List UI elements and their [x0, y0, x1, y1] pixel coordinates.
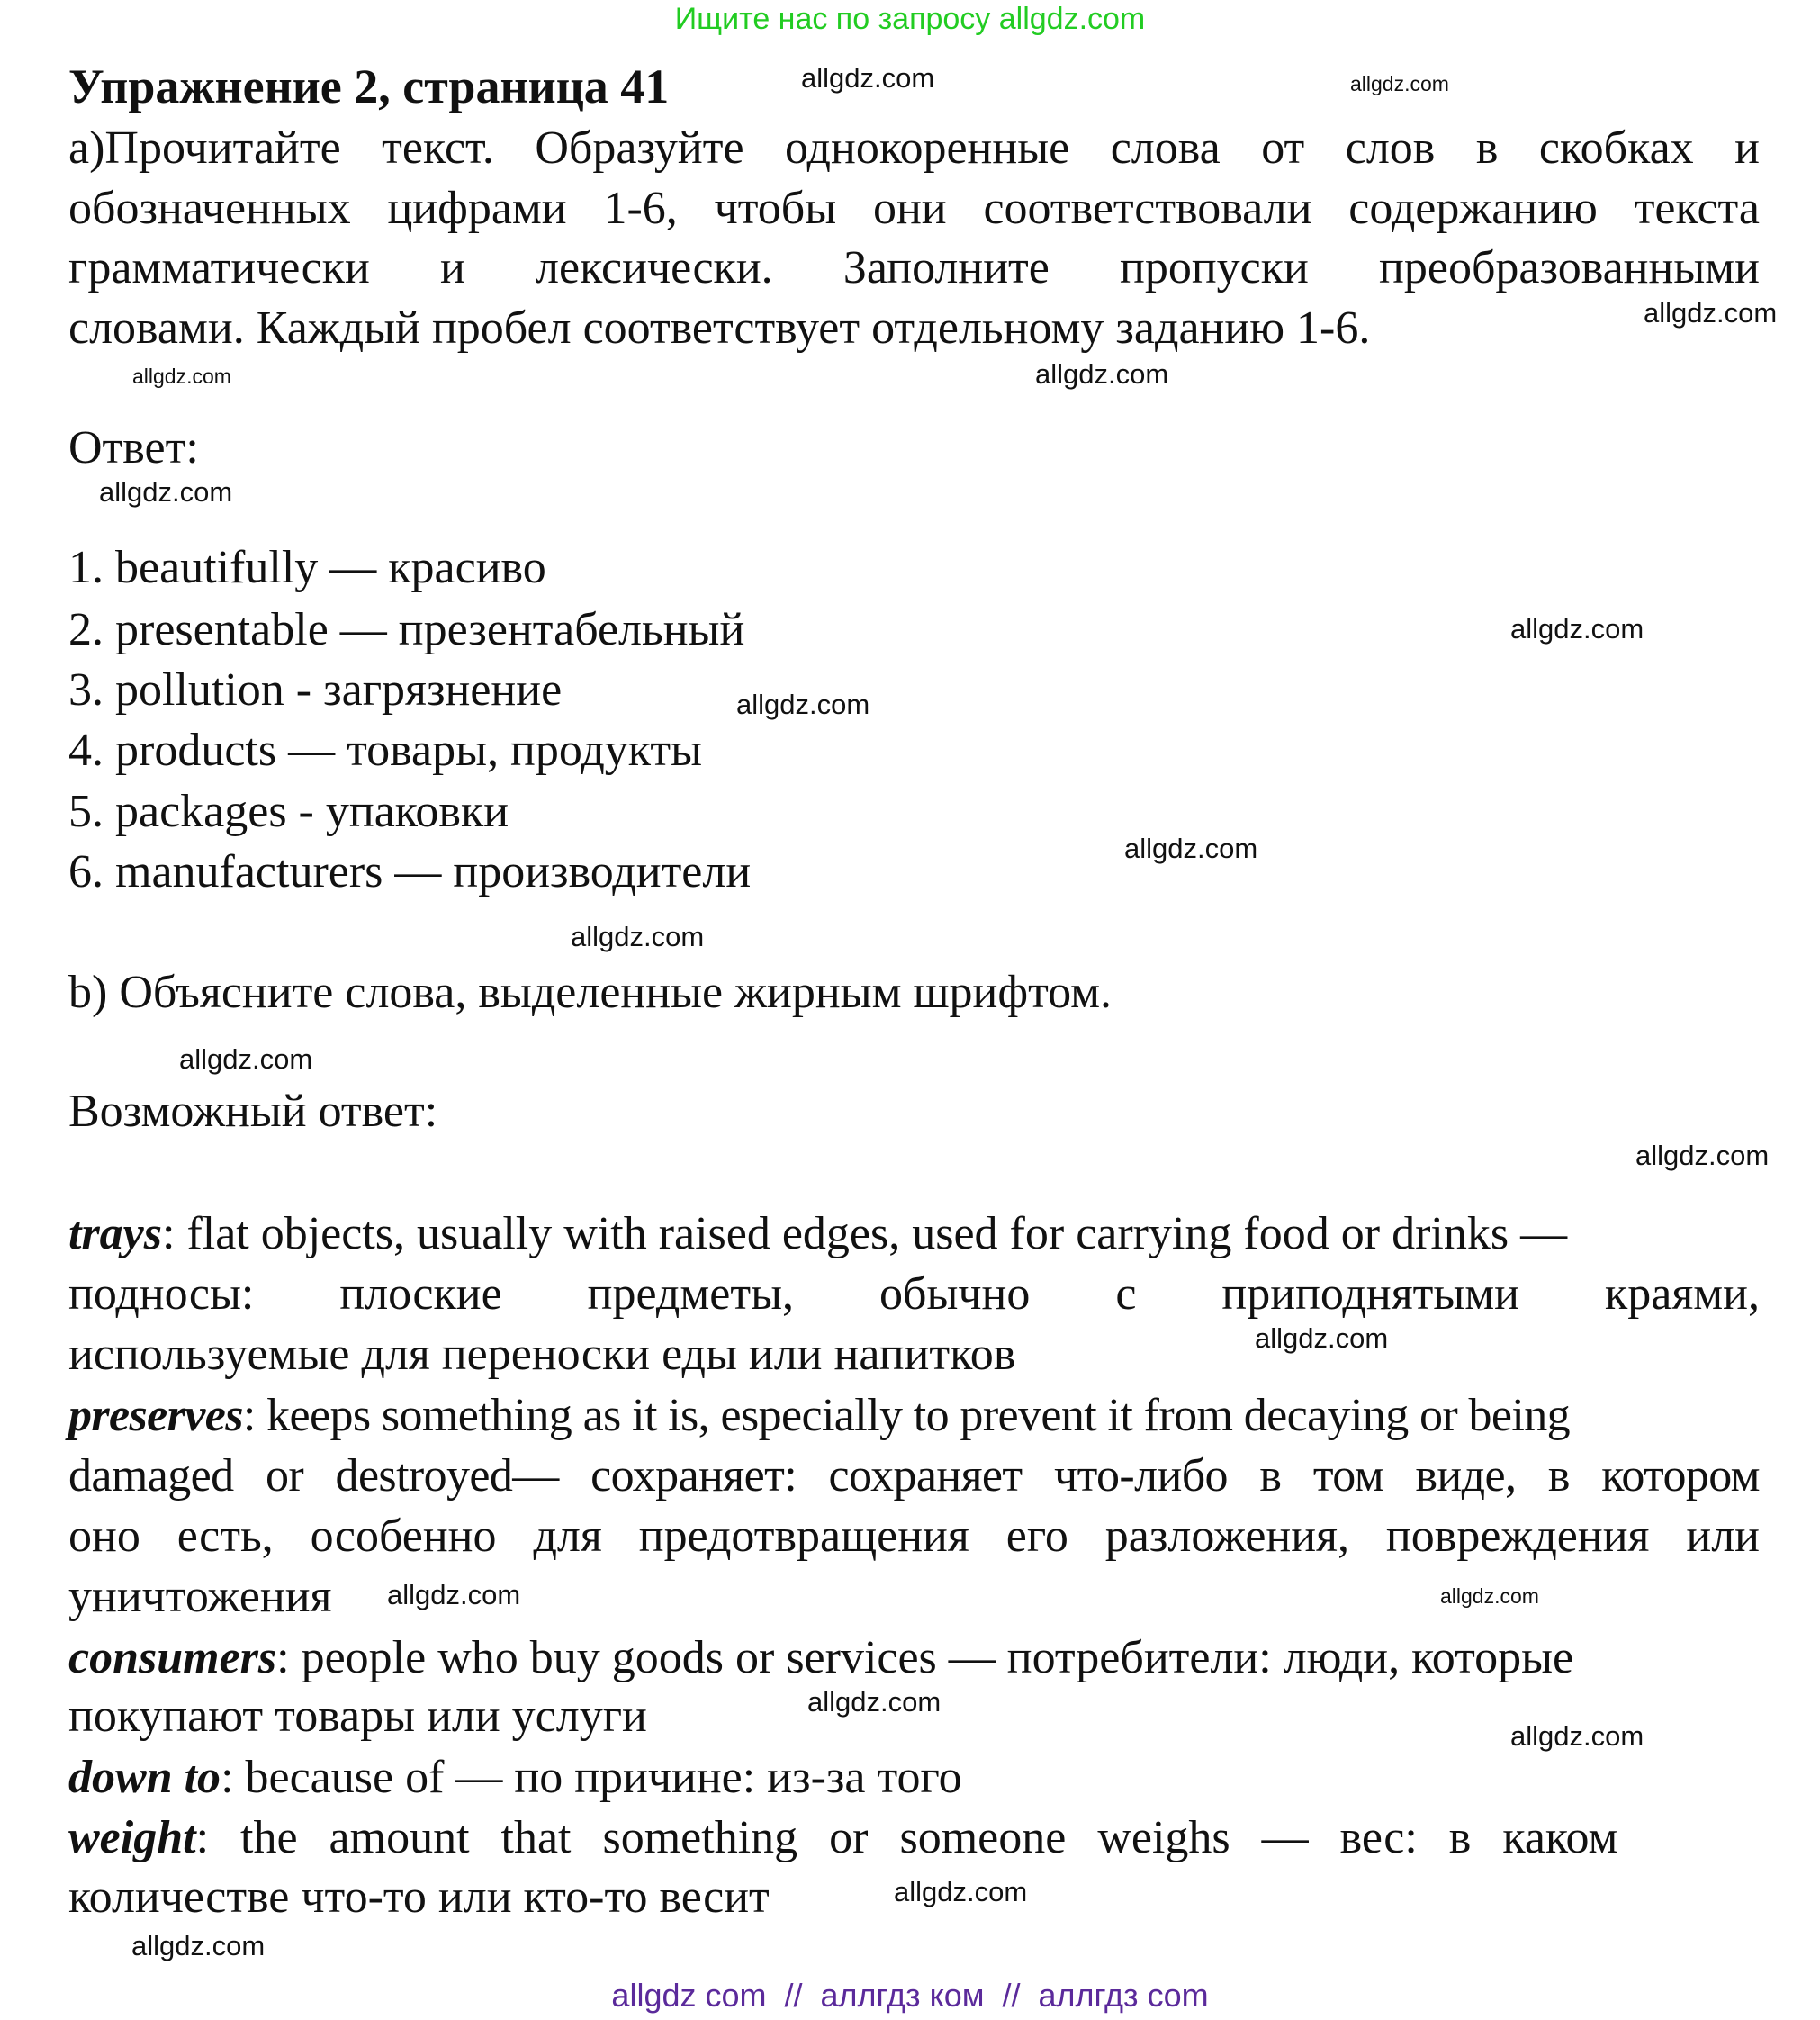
definition-text: : flat objects, usually with raised edges, used for carrying food or drinks — — [162, 1208, 1568, 1259]
definition-line: покупают товары или услуги — [68, 1691, 647, 1742]
watermark: allgdz.com — [571, 921, 705, 952]
definition-weight — [68, 1812, 1617, 1864]
watermark: allgdz.com — [1440, 1584, 1539, 1608]
watermark: allgdz.com — [179, 1043, 313, 1075]
term: consumers — [68, 1632, 277, 1683]
watermark: allgdz.com — [1644, 297, 1778, 329]
definition-text: : because of — по причине: из-за того — [221, 1752, 962, 1803]
definition-consumers — [68, 1632, 1573, 1684]
watermark: allgdz.com — [1510, 613, 1644, 645]
watermark: allgdz.com — [1035, 358, 1169, 390]
definition-trays — [68, 1208, 1567, 1260]
watermark: allgdz.com — [1124, 833, 1258, 864]
term: preserves — [68, 1390, 243, 1441]
definition-line: damaged or destroyed— сохраняет: сохраняет что-либо в том виде, в котором — [68, 1450, 1760, 1501]
definition-line: уничтожения — [68, 1571, 332, 1622]
definition-line: оно есть, особенно для предотвращения его разложения, повреждения или — [68, 1510, 1760, 1562]
definition-line: используемые для переноски еды или напитков — [68, 1329, 1016, 1380]
possible-answer-label: Возможный ответ: — [68, 1086, 438, 1137]
page-title: Упражнение 2, страница 41 — [68, 59, 670, 113]
task-a-line: обозначенных цифрами 1-6, чтобы они соответствовали содержанию текста — [68, 183, 1760, 234]
term: weight — [68, 1812, 196, 1863]
definition-down-to — [68, 1752, 962, 1804]
watermark: allgdz.com — [387, 1579, 521, 1610]
definition-line: подносы: плоские предметы, обычно с приподнятыми краями, — [68, 1268, 1760, 1320]
watermark: allgdz.com — [807, 1686, 942, 1718]
definition-text: : people who buy goods or services — потребители: люди, которые — [276, 1632, 1574, 1683]
watermark: allgdz.com — [99, 476, 233, 508]
watermark: allgdz.com — [736, 689, 870, 720]
watermark: allgdz.com — [801, 62, 935, 94]
watermark: allgdz.com — [131, 1930, 266, 1961]
watermark: allgdz.com — [1635, 1140, 1770, 1171]
answer-item: 5. packages - упаковки — [68, 786, 509, 837]
answer-item: 6. manufacturers — производители — [68, 846, 752, 897]
task-b: b) Объясните слова, выделенные жирным шрифтом. — [68, 967, 1113, 1018]
answer-item: 1. beautifully — красиво — [68, 542, 546, 593]
task-a-line: а)Прочитайте текст. Образуйте однокоренные слова от слов в скобках и — [68, 122, 1760, 174]
term: trays — [68, 1208, 162, 1259]
task-a-line: словами. Каждый пробел соответствует отдельному заданию 1-6. — [68, 302, 1371, 354]
watermark: allgdz.com — [1255, 1322, 1389, 1354]
watermark: allgdz.com — [132, 365, 231, 388]
answer-item: 3. pollution - загрязнение — [68, 664, 563, 716]
definition-line: количестве что-то или кто-то весит — [68, 1871, 770, 1923]
definition-text: : keeps something as it is, especially to prevent it from decaying or being — [242, 1390, 1571, 1441]
answer-item: 2. presentable — презентабельный — [68, 604, 745, 655]
promo-banner[interactable]: Ищите нас по запросу allgdz.com — [674, 2, 1146, 36]
watermark: allgdz.com — [1350, 72, 1449, 95]
definition-text: : the amount that something or someone weighs — вес: в каком — [195, 1812, 1618, 1863]
watermark: allgdz.com — [1510, 1720, 1644, 1752]
answer-label: Ответ: — [68, 422, 199, 473]
task-a-line: грамматически и лексически. Заполните пропуски преобразованными — [68, 242, 1760, 293]
footer-links[interactable]: allgdz com // аллгдз ком // аллгдз com — [611, 1977, 1209, 2014]
answer-item: 4. products — товары, продукты — [68, 725, 703, 776]
watermark: allgdz.com — [894, 1876, 1028, 1907]
term: down to — [68, 1752, 221, 1803]
definition-preserves — [68, 1390, 1570, 1442]
